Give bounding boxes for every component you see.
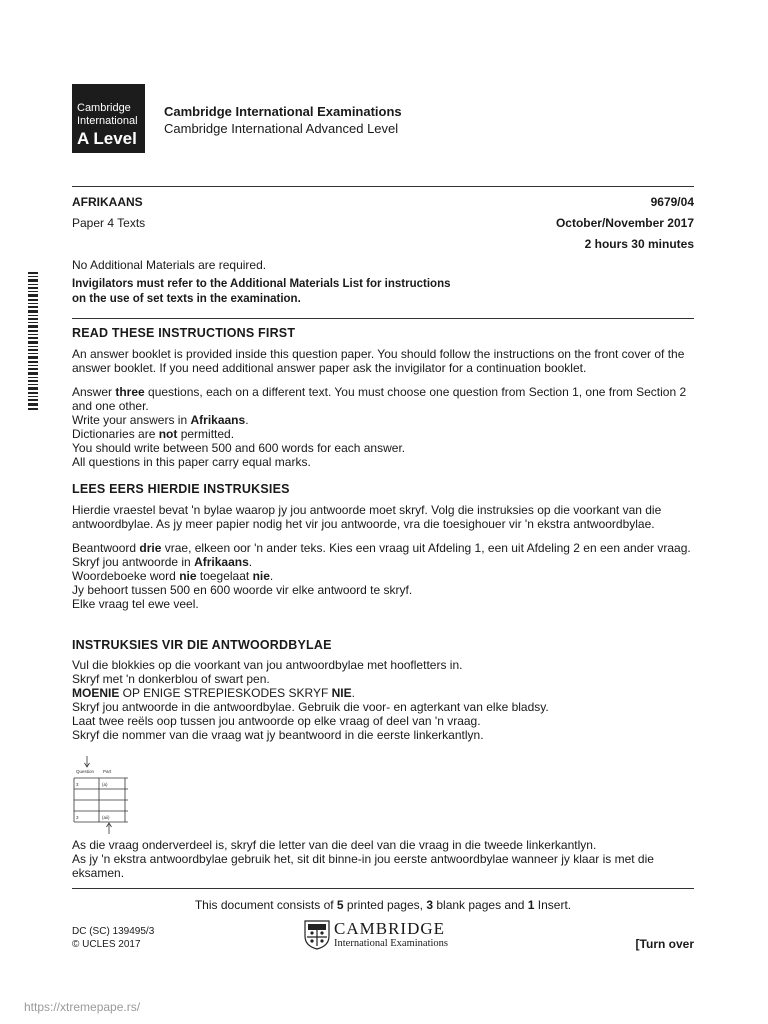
text: OP ENIGE STREPIESKODES SKRYF — [119, 686, 332, 700]
cambridge-logo — [304, 918, 459, 952]
subject: AFRIKAANS — [72, 195, 143, 209]
page-count — [72, 898, 694, 912]
english-intro — [72, 347, 697, 375]
emphasis: three — [115, 385, 145, 399]
booklet-line-3 — [72, 686, 697, 700]
english-line-1 — [72, 413, 697, 427]
cambridge-wordmark: CAMBRIDGE — [334, 919, 446, 938]
text: vrae, elkeen oor 'n ander teks. Kies een vraag uit Afdeling 1, een uit Afdeling 2 en een ander vraag. — [161, 541, 691, 555]
diagram-part-label: Part — [103, 769, 112, 774]
english-para-1: An answer booklet is provided inside this question paper. You should follow the instructions on the front cover of the answer booklet. If you need additional answer paper ask the invigilator for a continuation booklet. — [72, 347, 685, 375]
text: Beantwoord — [72, 541, 140, 555]
exam-session: October/November 2017 — [555, 216, 694, 230]
english-line-3: You should write between 500 and 600 words for each answer. — [72, 441, 406, 455]
text: . — [245, 413, 249, 427]
paper-name: Paper 4 Texts — [72, 216, 146, 230]
afrikaans-line-4: Elke vraag tel ewe veel. — [72, 597, 199, 611]
afrikaans-para-2 — [72, 541, 697, 555]
emphasis: not — [158, 427, 178, 441]
count: 5 — [336, 898, 344, 912]
diagram-cell: (aii) — [102, 815, 110, 820]
emphasis: drie — [139, 541, 162, 555]
booklet-line-6: Skryf die nommer van die vraag wat jy beantwoord in die eerste linkerkantlyn. — [72, 728, 484, 742]
booklet-after-2: As jy 'n ekstra antwoordbylae gebruik het, sit dit binne-in jou eerste antwoordbylae wanneer jy klaar is met die eksamen. — [72, 852, 654, 880]
diagram-cell: 3 — [76, 782, 79, 787]
document-code: DC (SC) 139495/3 — [72, 926, 155, 937]
afrikaans-rules — [72, 541, 697, 611]
org-title: Cambridge International Examinations — [164, 104, 402, 119]
turn-over: [Turn over — [635, 937, 694, 951]
instructions-heading: READ THESE INSTRUCTIONS FIRST — [72, 326, 296, 340]
invigilator-note-2: on the use of set texts in the examination. — [72, 293, 301, 305]
booklet-instructions — [72, 658, 697, 742]
text: Answer — [72, 385, 116, 399]
text: toegelaat — [196, 569, 253, 583]
afrikaans-para-1: Hierdie vraestel bevat 'n bylae waarop jy jou antwoorde moet skryf. Volg die instruksies op die voorkant van die antwoordbylae. As jy meer papier nodig het vir jou antwoorde, vra die toesighouer vir 'n ekstra antwoordbylae. — [72, 503, 662, 531]
text: blank pages and — [433, 898, 528, 912]
divider — [72, 318, 694, 319]
text: Woordeboeke word — [72, 569, 180, 583]
cambridge-a-level-logo — [72, 84, 145, 153]
cie-wordmark: International Examinations — [334, 938, 449, 949]
text: This document consists of — [194, 898, 337, 912]
invigilator-note-1: Invigilators must refer to the Additional Materials List for instructions — [72, 278, 451, 290]
divider — [72, 186, 694, 187]
text: Write your answers in — [72, 413, 191, 427]
afrikaans-line-2 — [72, 569, 697, 583]
diagram-cell: 3 — [76, 815, 79, 820]
text: printed pages, — [343, 898, 427, 912]
crest-icon — [304, 920, 330, 950]
divider — [72, 888, 694, 889]
booklet-line-5: Laat twee reëls oop tussen jou antwoorde op elke vraag of deel van 'n vraag. — [72, 714, 481, 728]
diagram-question-label: Question — [76, 769, 95, 774]
text: Skryf jou antwoorde in — [72, 555, 195, 569]
booklet-line-4: Skryf jou antwoorde in die antwoordbylae. Gebruik die voor- en agterkant van elke bladsy. — [72, 700, 549, 714]
booklet-heading: INSTRUKSIES VIR DIE ANTWOORDBYLAE — [72, 638, 332, 652]
emphasis: nie — [179, 569, 197, 583]
booklet-line-1: Vul die blokkies op die voorkant van jou antwoordbylae met hoofletters in. — [72, 658, 463, 672]
text: Dictionaries are — [72, 427, 159, 441]
booklet-after-1: As die vraag onderverdeel is, skryf die letter van die deel van die vraag in die tweede linkerkantlyn. — [72, 838, 597, 852]
text: questions, each on a different text. You must choose one question from Section 1, one from Section 2 and one other. — [72, 385, 687, 413]
text: Insert. — [534, 898, 572, 912]
emphasis: NIE — [331, 686, 352, 700]
emphasis: Afrikaans — [190, 413, 246, 427]
text: . — [269, 569, 274, 583]
emphasis: Afrikaans — [194, 555, 249, 569]
margin-diagram — [72, 756, 132, 834]
afrikaans-intro — [72, 503, 697, 531]
english-line-4: All questions in this paper carry equal marks. — [72, 455, 311, 469]
afrikaans-line-3: Jy behoort tussen 500 en 600 woorde vir elke antwoord te skryf. — [72, 583, 413, 597]
diagram-cell: (a) — [102, 782, 108, 787]
emphasis: nie — [252, 569, 270, 583]
text: permitted. — [177, 427, 235, 441]
afrikaans-heading: LEES EERS HIERDIE INSTRUKSIES — [72, 482, 290, 496]
afrikaans-line-1 — [72, 555, 697, 569]
text: . — [248, 555, 253, 569]
barcode-icon — [28, 272, 38, 412]
logo-line-1: Cambridge — [77, 102, 131, 114]
emphasis: MOENIE — [72, 686, 120, 700]
copyright: © UCLES 2017 — [72, 939, 141, 950]
logo-line-3: A Level — [77, 129, 137, 148]
materials-note: No Additional Materials are required. — [72, 258, 267, 272]
source-url[interactable]: https://xtremepape.rs/ — [24, 1000, 141, 1014]
text: . — [351, 686, 355, 700]
booklet-closing — [72, 838, 697, 880]
logo-line-2: International — [77, 115, 138, 127]
booklet-line-2: Skryf met 'n donkerblou of swart pen. — [72, 672, 270, 686]
english-para-2 — [72, 385, 697, 413]
english-rules — [72, 385, 697, 469]
level-title: Cambridge International Advanced Level — [164, 121, 399, 136]
count: 1 — [527, 898, 535, 912]
syllabus-code: 9679/04 — [650, 195, 694, 209]
exam-duration: 2 hours 30 minutes — [584, 237, 694, 251]
english-line-2 — [72, 427, 697, 441]
count: 3 — [426, 898, 434, 912]
